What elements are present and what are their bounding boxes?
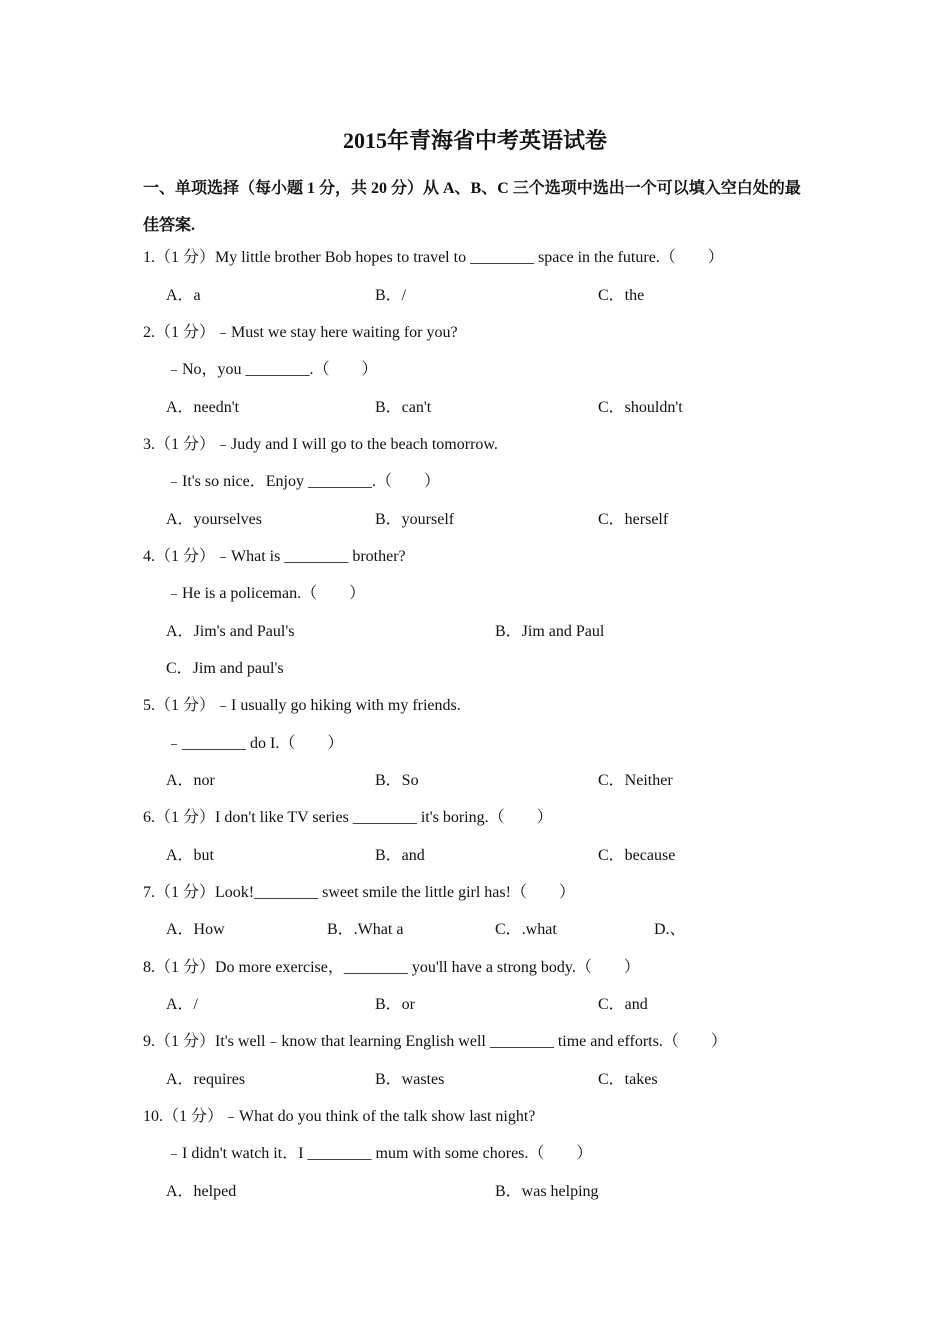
question-3-stem: 3.（1 分）﹣Judy and I will go to the beach tomorrow. — [143, 436, 498, 453]
question-3-option-c[interactable]: C．herself — [598, 511, 669, 528]
question-9-option-b[interactable]: B．wastes — [375, 1071, 445, 1088]
question-4-option-c[interactable]: C．Jim and paul's — [166, 660, 284, 677]
question-5-option-a[interactable]: A．nor — [166, 772, 215, 789]
question-2-option-c[interactable]: C．shouldn't — [598, 399, 683, 416]
question-7-option-b[interactable]: B．.What a — [327, 921, 404, 938]
question-1-option-a[interactable]: A．a — [166, 287, 201, 304]
question-3-option-b[interactable]: B．yourself — [375, 511, 455, 528]
question-4-option-b[interactable]: B．Jim and Paul — [495, 623, 605, 640]
question-1-stem: 1.（1 分）My little brother Bob hopes to travel to ________ space in the future.（ ） — [143, 249, 724, 266]
question-9-stem: 9.（1 分）It's well﹣know that learning English well ________ time and efforts.（ ） — [143, 1033, 727, 1050]
question-1-option-c[interactable]: C．the — [598, 287, 645, 304]
question-6-option-c[interactable]: C．because — [598, 847, 676, 864]
question-6-option-a[interactable]: A．but — [166, 847, 215, 864]
section-heading: 一、单项选择（每小题 1 分，共 20 分）从 A、B、C 三个选项中选出一个可以填入空白处的最佳答案. — [143, 180, 801, 234]
question-3-option-a[interactable]: A．yourselves — [166, 511, 262, 528]
question-8-option-a[interactable]: A．/ — [166, 996, 199, 1013]
question-7-option-c[interactable]: C．.what — [495, 921, 557, 938]
question-9-option-a[interactable]: A．requires — [166, 1071, 246, 1088]
question-8-stem: 8.（1 分）Do more exercise，________ you'll have a strong body.（ ） — [143, 959, 640, 976]
question-5-option-c[interactable]: C．Neither — [598, 772, 673, 789]
question-6-option-b[interactable]: B．and — [375, 847, 425, 864]
question-2-option-b[interactable]: B．can't — [375, 399, 432, 416]
question-4-stem: 4.（1 分）﹣What is ________ brother? — [143, 548, 406, 565]
question-6-stem: 6.（1 分）I don't like TV series ________ it's boring.（ ） — [143, 809, 553, 826]
question-4-response: ﹣He is a policeman.（ ） — [166, 585, 366, 602]
question-2-stem: 2.（1 分）﹣Must we stay here waiting for you? — [143, 324, 458, 341]
question-4-option-a[interactable]: A．Jim's and Paul's — [166, 623, 295, 640]
question-5-option-b[interactable]: B．So — [375, 772, 419, 789]
question-2-response: ﹣No，you ________.（ ） — [166, 361, 378, 378]
question-10-stem: 10.（1 分）﹣What do you think of the talk show last night? — [143, 1108, 536, 1125]
question-2-option-a[interactable]: A．needn't — [166, 399, 240, 416]
page-title: 2015年青海省中考英语试卷 — [342, 128, 607, 153]
question-5-response: ﹣________ do I.（ ） — [166, 735, 344, 752]
question-8-option-c[interactable]: C．and — [598, 996, 648, 1013]
question-1-option-b[interactable]: B．/ — [375, 287, 407, 304]
question-7-option-a[interactable]: A．How — [166, 921, 225, 938]
question-7-option-d[interactable]: D.、 — [654, 921, 686, 938]
question-7-stem: 7.（1 分）Look!________ sweet smile the little girl has!（ ） — [143, 884, 575, 901]
question-5-stem: 5.（1 分）﹣I usually go hiking with my friends. — [143, 697, 461, 714]
question-9-option-c[interactable]: C．takes — [598, 1071, 658, 1088]
question-8-option-b[interactable]: B．or — [375, 996, 416, 1013]
question-10-response: ﹣I didn't watch it．I ________ mum with some chores.（ ） — [166, 1145, 593, 1162]
question-10-option-b[interactable]: B．was helping — [495, 1183, 599, 1200]
question-3-response: ﹣It's so nice．Enjoy ________.（ ） — [166, 473, 440, 490]
question-10-option-a[interactable]: A．helped — [166, 1183, 237, 1200]
